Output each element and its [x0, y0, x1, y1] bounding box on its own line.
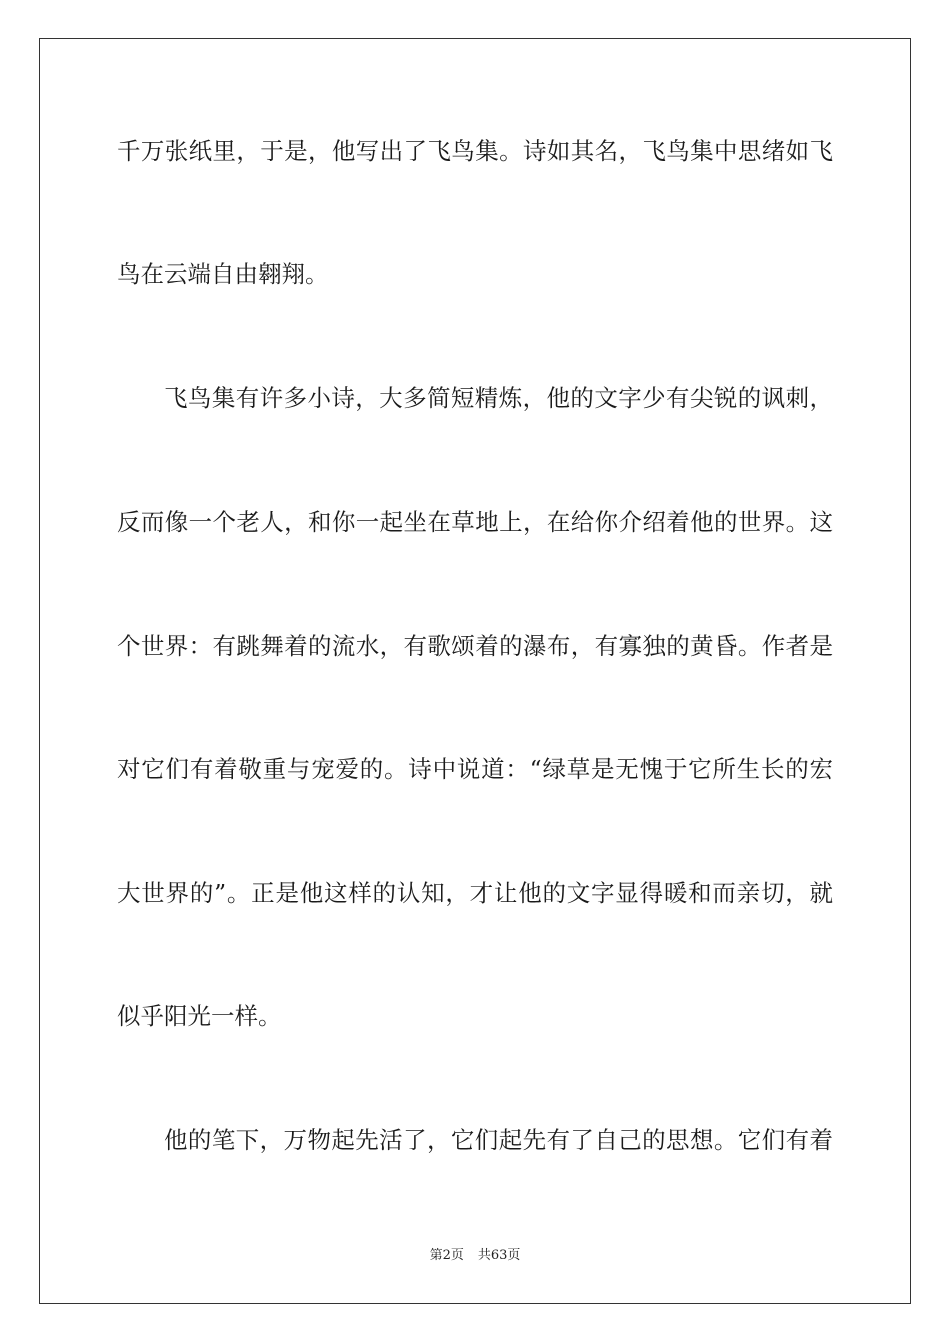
- body-text-line: 似乎阳光一样。: [117, 1002, 282, 1030]
- page-footer: [0, 1247, 950, 1265]
- body-text-line: 大世界的”。正是他这样的认知，才让他的文字显得暖和而亲切，就: [117, 879, 833, 907]
- body-text-line: 对它们有着敬重与宠爱的。诗中说道：“绿草是无愧于它所生长的宏: [117, 755, 833, 783]
- body-text-line: 反而像一个老人，和你一起坐在草地上，在给你介绍着他的世界。这: [117, 508, 833, 536]
- body-text-line: 飞鸟集有许多小诗，大多简短精炼，他的文字少有尖锐的讽刺，: [164, 384, 833, 412]
- total-pages: 共63页: [477, 1248, 521, 1263]
- body-text-line: 个世界：有跳舞着的流水，有歌颂着的瀑布，有寡独的黄昏。作者是: [117, 632, 833, 660]
- body-text-line: 千万张纸里，于是，他写出了飞鸟集。诗如其名，飞鸟集中思绪如飞: [117, 137, 833, 165]
- body-text-line: 他的笔下，万物起先活了，它们起先有了自己的思想。它们有着: [164, 1126, 833, 1154]
- page-border: [39, 38, 911, 1304]
- body-text-line: 鸟在云端自由翱翔。: [117, 260, 329, 288]
- page-number: 第2页: [429, 1248, 464, 1263]
